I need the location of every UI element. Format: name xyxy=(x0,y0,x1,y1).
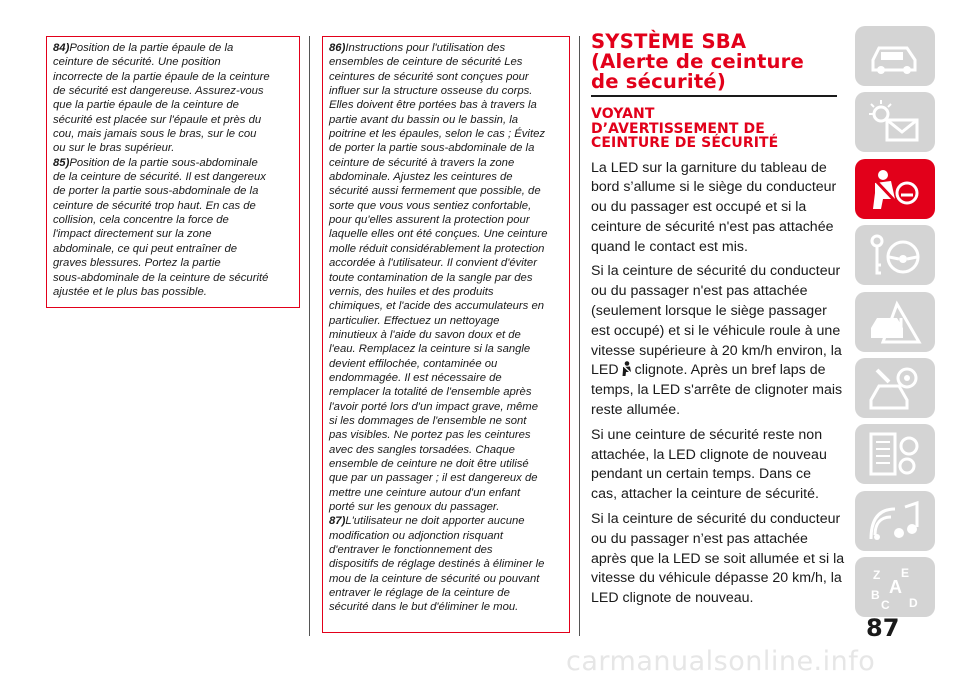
note-line: minutieux à l'aide du savon doux et de xyxy=(329,328,521,341)
note-line: de porter la partie sous-abdominale de la xyxy=(329,142,535,155)
note-line: laquelle elles ont été conçues. Une ceinture xyxy=(329,228,548,241)
car-dashboard-icon xyxy=(867,32,923,80)
paragraph: Si la ceinture de sécurité du conducteur ou du passager n'est pas attachée (seulement lorsque le siège passager est occupé) et si le véhicule roule à une vitesse supérieure à 20 km/h environ, la LED clignote. Après un bref laps de temps, la LED s'arrête de clignoter mais reste allumée. xyxy=(591,262,849,420)
note-line: que la partie épaule de la ceinture de xyxy=(53,99,239,112)
svg-text:E: E xyxy=(901,566,910,581)
section-title: (Alerte de ceinture xyxy=(591,50,805,73)
warning-notes-box-2 xyxy=(322,36,570,633)
note-line: Elles doivent être portées bas à travers la xyxy=(329,99,537,112)
tab-technical-data[interactable] xyxy=(855,424,935,484)
multimedia-icon xyxy=(867,497,923,545)
note-line: ceintures de sécurité sont conçues pour xyxy=(329,70,529,83)
tab-dashboard[interactable] xyxy=(855,26,935,86)
note-line: sécurité aussi fermement que possible, de xyxy=(329,185,541,198)
note-line: particulier. Effectuez un nettoyage xyxy=(329,314,500,327)
note-line: sorte que vous vous sentiez confortable, xyxy=(329,199,532,212)
svg-text:Z: Z xyxy=(873,568,881,583)
warning-notes-box-1 xyxy=(46,36,300,308)
note-number: 85) xyxy=(53,156,70,169)
note-line: devient effilochée, contaminée ou xyxy=(329,357,498,370)
note-line: collision, cela concentre la force de xyxy=(53,214,229,227)
note-line: porté sur les genoux du passager. xyxy=(329,501,500,513)
note-line: 85)Position de la partie sous-abdominale xyxy=(53,156,258,169)
note-line: mettre une ceinture autour d'un enfant xyxy=(329,486,521,499)
note-line: 84)Position de la partie épaule de la xyxy=(53,42,234,54)
note-line: sous-abdominale de la ceinture de sécurité xyxy=(53,271,269,284)
column-divider xyxy=(309,36,310,636)
paragraph: Si la ceinture de sécurité du conducteur ou du passager n’est pas attachée après que la LED se soit allumée et si la vitesse du véhicule dépasse 20 km/h, la LED clignote de nouveau. xyxy=(591,511,845,607)
note-line: si les dommages de l'ensemble ne sont xyxy=(329,414,527,427)
led-line: LED clignote. Après un bref laps de xyxy=(591,362,826,379)
note-line: vernis, des huiles et des produits xyxy=(329,285,494,298)
technical-data-icon xyxy=(867,430,923,478)
page-number: 87 xyxy=(866,614,900,642)
note-line: de porter la partie sous-abdominale de la xyxy=(53,185,259,198)
note-line: sécurité est placée sur l'épaule et près du xyxy=(53,113,262,126)
tab-multimedia[interactable] xyxy=(855,491,935,551)
maintenance-icon xyxy=(867,364,923,412)
key-steering-icon xyxy=(867,231,923,279)
tab-warning-lights[interactable] xyxy=(855,92,935,152)
section-title: de sécurité) xyxy=(591,70,727,93)
note-line: chimiques, et l'acide des accumulateurs en xyxy=(329,300,545,313)
svg-text:D: D xyxy=(909,596,918,611)
tab-index[interactable] xyxy=(855,557,935,617)
note-number: 87) xyxy=(329,515,346,528)
svg-text:C: C xyxy=(881,598,890,612)
note-line: ensemble de ceinture ne doit être utilisé xyxy=(329,457,529,470)
note-line: incorrecte de la partie épaule de la ceinture xyxy=(53,70,270,83)
note-line: ceinture de sécurité. Une position xyxy=(53,56,221,69)
section-subtitle: CEINTURE DE SÉCURITÉ xyxy=(591,135,779,151)
note-86 xyxy=(329,41,564,514)
breakdown-icon xyxy=(867,298,923,346)
note-line: partie avant du bassin ou le bassin, la xyxy=(329,113,519,126)
note-line: l'avoir porté lors d'un impact grave, même xyxy=(329,400,538,413)
paragraph: La LED sur la garniture du tableau de bord s’allume si le siège du conducteur ou du passager est occupé et si la ceinture de sécurité n'est pas attachée quand le contact est mis. xyxy=(591,159,837,255)
note-line: de la ceinture de sécurité. Il est dangereux xyxy=(53,171,266,184)
note-line: ensembles de ceinture de sécurité Les xyxy=(329,56,523,69)
section-title: SYSTÈME SBA xyxy=(591,30,747,53)
note-line: remplacer la totalité de l'ensemble après xyxy=(329,386,532,399)
note-line: 87)L'utilisateur ne doit apporter aucune xyxy=(329,515,525,528)
sba-section xyxy=(591,32,849,609)
note-number: 86) xyxy=(329,42,346,54)
svg-text:B: B xyxy=(871,588,880,603)
tab-starting[interactable] xyxy=(855,225,935,285)
note-line: ceinture de sécurité trop haut. En cas de xyxy=(53,199,256,212)
tab-emergency[interactable] xyxy=(855,292,935,352)
note-line: ceinture de sécurité à travers la zone xyxy=(329,156,515,169)
note-line: ou sur le bras supérieur. xyxy=(53,142,175,155)
tab-maintenance[interactable] xyxy=(855,358,935,418)
note-line: modification ou adjonction risquant xyxy=(329,529,503,542)
note-line: ajustée et le plus bas possible. xyxy=(53,285,207,298)
note-line: graves blessures. Portez la partie xyxy=(53,257,221,270)
column-divider xyxy=(579,36,580,636)
paragraph: Si une ceinture de sécurité reste non attachée, la LED clignote de nouveau pendant un certain temps. Dans ce cas, attacher la ceinture de sécurité. xyxy=(591,426,827,503)
note-line: pas visibles. Ne portez pas les ceintures xyxy=(329,429,531,442)
note-line: que par un passager ; il est dangereux de xyxy=(329,472,538,485)
note-line: cou, mais jamais sous le bras, sur le cou xyxy=(53,128,257,141)
note-line: de sécurité est dangereuse. Assurez-vous xyxy=(53,85,264,98)
note-line: d'entraver le fonctionnement des xyxy=(329,544,493,557)
note-line: sécurité dans le but d'éliminer le mou. xyxy=(329,601,519,614)
note-line: entraver le réglage de la ceinture de xyxy=(329,587,510,600)
note-number: 84) xyxy=(53,42,70,54)
note-87 xyxy=(329,514,564,614)
note-line: dispositifs de réglage destinés à éliminer le xyxy=(329,558,545,571)
note-line: endommagée. Il est nécessaire de xyxy=(329,371,502,384)
svg-text:A: A xyxy=(889,577,902,598)
note-line: mou de la ceinture de sécurité ou pouvant xyxy=(329,572,540,585)
seatbelt-airbag-icon xyxy=(867,165,923,213)
note-line: l'impact directement sur la zone xyxy=(53,228,212,241)
note-line: accordée à l'utilisateur. Il convient d'éviter xyxy=(329,257,537,270)
chapter-tabs xyxy=(855,26,935,624)
seatbelt-warning-icon xyxy=(620,361,634,377)
note-line: poitrine et les épaules, selon le cas ; Évitez xyxy=(329,128,546,141)
index-icon xyxy=(867,563,923,611)
watermark: carmanualsonline.info xyxy=(566,646,876,677)
section-subtitle: D’AVERTISSEMENT DE xyxy=(591,120,765,137)
note-85 xyxy=(53,156,294,299)
note-line: avec des sangles torsadées. Chaque xyxy=(329,443,515,456)
note-line: l'eau. Remplacez la ceinture si la sangle xyxy=(329,343,531,356)
note-line: abdominale. Ajustez les ceintures de xyxy=(329,171,513,184)
note-84 xyxy=(53,41,294,156)
note-line: toute contamination de la sangle par des xyxy=(329,271,533,284)
note-line: molle réduit considérablement la protection xyxy=(329,242,545,255)
note-line: pour qu'elles assurent la protection pour xyxy=(329,214,530,227)
note-line: 86)Instructions pour l'utilisation des xyxy=(329,42,506,54)
section-subtitle: VOYANT xyxy=(591,106,655,122)
note-line: influer sur la structure osseuse du corps. xyxy=(329,85,533,98)
title-underline xyxy=(591,95,837,97)
tab-safety[interactable] xyxy=(855,159,935,219)
note-line: abdominale, ce qui peut entraîner de xyxy=(53,242,238,255)
warning-lights-icon xyxy=(867,98,923,146)
